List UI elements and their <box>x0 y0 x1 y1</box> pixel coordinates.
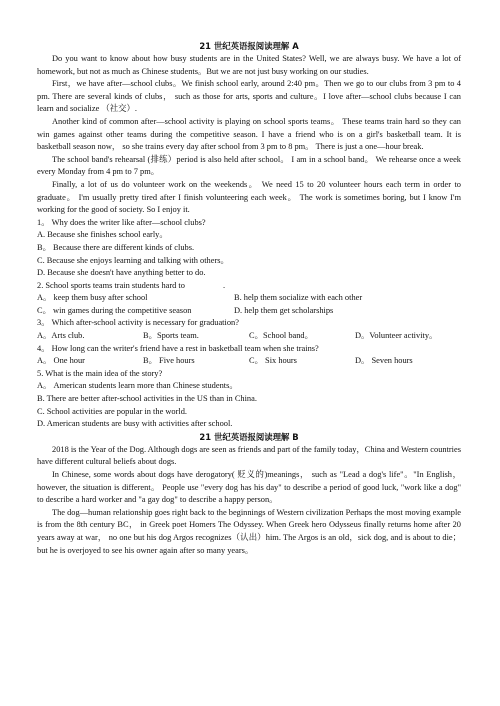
question-4-option-d: D。 Seven hours <box>355 356 413 366</box>
question-1-option-d: D. Because she doesn't have anything better to do. <box>37 268 206 278</box>
question-5-option-b: B. There are better after-school activities in the US than in China. <box>37 394 257 404</box>
question-5-option-a: A。 American students learn more than Chinese students。 <box>37 381 238 391</box>
question-2-option-d: D. help them get scholarships <box>234 305 334 315</box>
question-2-option-b: B. help them socialize with each other <box>234 293 363 303</box>
question-3-option-a: A。Arts club. <box>37 331 85 341</box>
passage-b-paragraph-1: 2018 is the Year of the Dog. Although dogs are seen as friends and part of the family today，China and Western countries have different cultural beliefs about dogs. <box>37 444 461 467</box>
question-3-stem: 3。 Which after-school activity is necessary for graduation? <box>37 318 239 328</box>
question-4-stem: 4。 How long can the writer's friend have a rest in basketball team when she trains? <box>37 343 319 353</box>
question-2-stem-end: . <box>222 280 226 290</box>
question-5-stem: 5. What is the main idea of the story? <box>37 368 163 378</box>
question-2-option-c: C。 win games during the competitive season <box>37 305 192 315</box>
passage-b-paragraph-2: In Chinese, some words about dogs have derogatory( 贬义的)meanings， such as "Lead a dog's life"。"In English，however, the situation is different。 People use "every dog has his day" to describe a period of good luck, "work like a dog" to describe a hard worker and "a gay dog" to describe a happy person。 <box>37 470 461 505</box>
question-5-option-d: D. American students are busy with activities after school. <box>37 419 233 429</box>
question-2-options-row-2 <box>37 305 461 318</box>
passage-b-title: 21 世纪英语报阅读理解 B <box>199 431 299 442</box>
question-4-option-c: C。 Six hours <box>249 356 297 366</box>
passage-a-paragraph-4: The school band's rehearsal (排练）period is also held after school。 I am in a school band。 We rehearse once a week every Monday from 4 pm to 7 pm。 <box>37 154 461 177</box>
question-1-option-b: B。 Because there are different kinds of clubs. <box>37 242 195 252</box>
passage-b-paragraph-3: The dog—human relationship goes right back to the beginnings of Western civilization Perhaps the most moving example is from the 8th century BC， in Greek poet Homers The Odyssey. When Greek hero Odysseus finally returns home after 20 years away at war， no one but his dog Argos recognizes（认出）him. The Argos is an old，sick dog, and is about to die；but he is overjoyed to see his owner again after so many years。 <box>37 507 461 555</box>
passage-a-paragraph-1: Do you want to know about how busy students are in the United States? Well, we are always busy. We have a lot of homework, but not as much as Chinese students。But we are not just busy working on our studies. <box>37 54 461 76</box>
question-3-option-c: C。School band。 <box>249 331 313 341</box>
question-5-option-c: C. School activities are popular in the world. <box>37 406 188 416</box>
passage-a-paragraph-3: Another kind of common after—school activity is playing on school sports teams。 These teams train hard so they can win games against other teams during the competitive season. I have a friend who is on a girl's basketball team. It is basketball season now， so she trains every day after school from 3 pm to 8 pm。 There is just a one—hour break. <box>37 116 461 152</box>
question-4-option-b: B。 Five hours <box>143 356 195 366</box>
question-3-option-b: B。Sports team. <box>143 331 199 341</box>
question-1-option-c: C. Because she enjoys learning and talking with others。 <box>37 255 229 265</box>
question-2-option-a: A。 keep them busy after school <box>37 293 148 303</box>
page-content <box>37 40 461 557</box>
passage-a-title: 21 世纪英语报阅读理解 A <box>199 41 299 51</box>
question-4-option-a: A。 One hour <box>37 356 85 366</box>
question-2-options-row-1 <box>37 292 461 305</box>
question-3-options <box>37 330 461 343</box>
passage-a-paragraph-5: Finally, a lot of us do volunteer work on the weekends。 We need 15 to 20 volunteer hours each term in order to graduate。 I'm usually pretty tired after I finish volunteering each week。 The work is sometimes boring, but I know I'm working for the good of society. So I enjoy it. <box>37 179 461 215</box>
question-4-options <box>37 355 461 368</box>
question-2-stem-text: 2. School sports teams train students hard to <box>37 280 185 290</box>
question-2-stem <box>37 280 461 293</box>
question-1-option-a: A. Because she finishes school early。 <box>37 230 168 240</box>
question-3-option-d: D。Volunteer activity。 <box>355 331 438 341</box>
passage-a-paragraph-2: First，we have after—school clubs。We finish school early, around 2:40 pm。Then we go to our clubs from 3 pm to 4 pm. There are several kinds of clubs， such as those for arts, sports and culture。I love after—school clubs because I can learn and socialize （社交）. <box>37 79 461 114</box>
question-1-stem: 1。 Why does the writer like after—school clubs? <box>37 217 206 227</box>
